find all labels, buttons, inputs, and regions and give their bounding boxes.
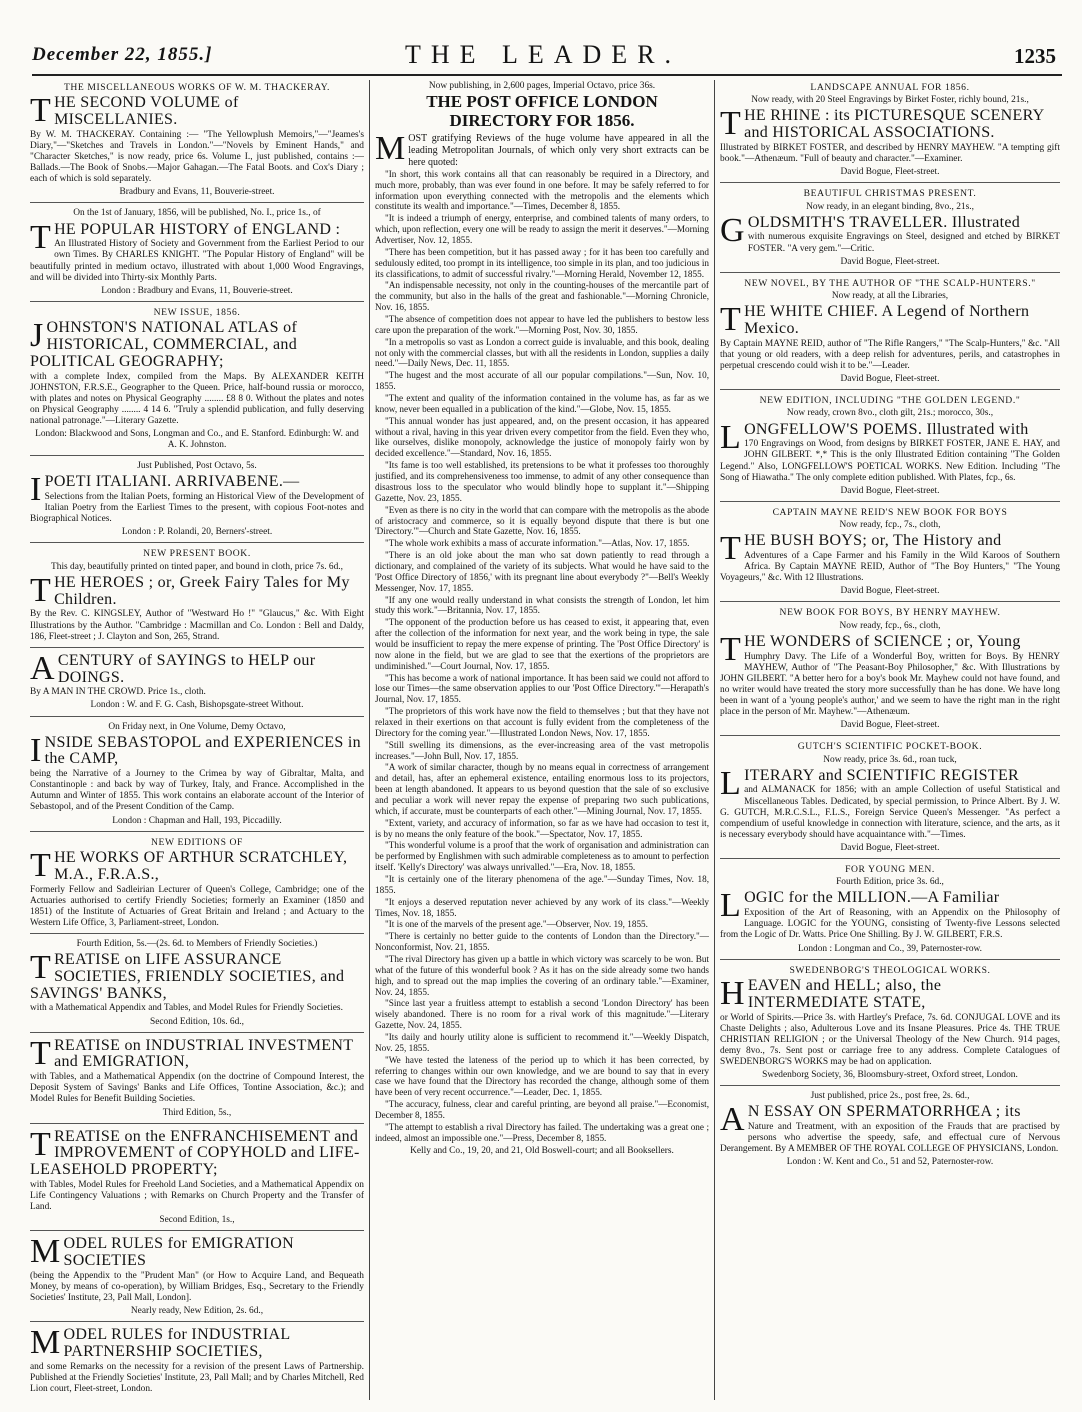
advertisement-title	[30, 317, 364, 370]
column-right	[720, 80, 1060, 1412]
review-quote: "The whole work exhibits a mass of accurate information."—Atlas, Nov. 17, 1855.	[385, 538, 690, 549]
advertisement-preamble: Fourth Edition, 5s.—(2s. 6d. to Members of Friendly Societies.)	[76, 938, 318, 949]
advertisement-publisher: David Bogue, Fleet-street.	[840, 485, 940, 496]
advertisement-title	[720, 630, 1060, 668]
title-text: ODEL RULES for EMIGRATION SOCIETIES	[63, 1235, 294, 1270]
drop-cap: I	[30, 731, 42, 769]
drop-cap: A	[30, 649, 55, 687]
advertisement	[30, 208, 364, 301]
drop-cap: M	[30, 1324, 61, 1362]
drop-cap: T	[720, 105, 742, 143]
advertisement-title	[30, 649, 364, 687]
advertisement-body: By the Rev. C. KINGSLEY, Author of "Westward Ho !" "Glaucus," &c. With Eight Illustrations by the Author. "Cambridge : Macmillan and Co. London : Bell and Daldy, 186, Fleet-street ; J. Clayton and Son, 265, Strand.	[30, 609, 364, 642]
title-text: NSIDE SEBASTOPOL and EXPERIENCES in the CAMP,	[44, 733, 361, 768]
advertisement-title	[30, 1233, 364, 1271]
title-text: OHNSTON'S NATIONAL ATLAS of HISTORICAL, COMMERCIAL, and POLITICAL GEOGRAPHY;	[30, 319, 298, 370]
advertisement-publisher: Second Edition, 1s.,	[159, 1215, 235, 1226]
advertisement-body: with Tables, Model Rules for Freehold Land Societies, and a Mathematical Appendix on Life Contingency Valuations ; with Remarks on Church Property and the Transfer of Land.	[30, 1179, 364, 1213]
drop-cap: T	[30, 92, 52, 130]
advertisement-publisher: Swedenborg Society, 36, Bloomsbury-street, Oxford street, London.	[762, 1069, 1018, 1080]
drop-cap: H	[720, 974, 745, 1012]
review-quote: "It is indeed a triumph of energy, enterprise, and combined talents of many orders, to which, upon reflection, every one will be ready to assign the merit it deserves."—Morning Advertiser, Nov. 12, 1855.	[375, 213, 709, 246]
advertisement-title	[720, 418, 1060, 456]
advertisement-preamble: On the 1st of January, 1856, will be published, No. I., price 1s., of	[73, 208, 321, 219]
advertisement	[720, 278, 1060, 390]
drop-cap: T	[720, 630, 742, 668]
advertisement	[30, 649, 364, 717]
advertisement-preamble: Now ready, fcp., 6s., cloth,	[839, 620, 941, 631]
review-quote: "The absence of competition does not appear to have led the publishers to bestow less care upon the preparation of the work."—Morning Post, Nov. 30, 1855.	[375, 314, 709, 335]
advertisement	[30, 722, 364, 832]
advertisement-title	[30, 218, 364, 256]
advertisement-body: Formerly Fellow and Sadleirian Lecturer of Queen's College, Cambridge; one of the Actuaries authorised to certify Friendly Societies; formerly an Examiner (1850 and 1851) of the Institute of Actuaries of Great Britain and Ireland ; and Actuary to the Western Life Office, 3, Parliament-street, London.	[30, 884, 364, 928]
title-text: OLDSMITH'S TRAVELLER. Illustrated	[747, 213, 1021, 231]
title-text: HE WORKS OF ARTHUR SCRATCHLEY, M.A., F.R.A.S.,	[54, 848, 348, 883]
advertisement-body: Humphry Davy. The Life of a Wonderful Boy, written for Boys. By HENRY MAYHEW, Author of "The Peasant-Boy Philosopher," &c. With Illustrations by JOHN GILBERT. "A better hero for a boy's book Mr. Mayhew could not have found, and no writer would have treated the story more successfully than he has done. We have long been in want of a 'young people's author,' and we seem to have the right man in the right place in the person of Mr. Mayhew."—Athenæum.	[720, 651, 1060, 718]
review-quote: "An indispensable necessity, not only in the counting-houses of the mercantile part of the community, but also in the halls of the great and fashionable."—Morning Chronicle, Nov. 16, 1855.	[375, 280, 709, 313]
advertisement-publisher: London : Bradbury and Evans, 11, Bouverie-street.	[101, 285, 293, 296]
title-text: EAVEN and HELL; also, the INTERMEDIATE STATE,	[747, 976, 942, 1011]
advertisement	[720, 741, 1060, 859]
advertisement-body: (being the Appendix to the "Prudent Man" (or How to Acquire Land, and Bequeath Money, by means of co-operation), by William Bridges, Esq., Secretary to the Friendly Societies' Institute, 23, Pall Mall, London].	[30, 1270, 364, 1304]
review-quote: "Since last year a fruitless attempt to establish a second 'London Directory' has been wisely abandoned. There is no room for a rival work of this magnitude."—Literary Gazette, Nov. 24, 1855.	[375, 998, 709, 1031]
review-quote: "The hugest and the most accurate of all our popular compilations."—Sun, Nov. 10, 1855.	[375, 370, 709, 392]
advertisement-publisher: London : W. and F. G. Cash, Bishopsgate-street Without.	[90, 700, 304, 711]
drop-cap: L	[720, 418, 742, 456]
review-quote: "This annual wonder has just appeared, and, on the present occasion, it has appeared without a rival, having in this year driven every competitor from the field. Even they who, like ourselves, dislike monopoly, acknowledge the justice of monopoly fairly won by decided excellence."—Standard, Nov. 16, 1855.	[375, 415, 709, 459]
advertisement-body: with a Mathematical Appendix and Tables, and Model Rules for Friendly Societies.	[30, 1003, 343, 1014]
advertisement-header: BEAUTIFUL CHRISTMAS PRESENT.	[803, 188, 977, 200]
advertisement-title	[720, 301, 1060, 339]
advertisement	[720, 82, 1060, 183]
review-quote: "Its daily and hourly utility alone is sufficient to recommend it."—Weekly Dispatch, Nov. 25, 1855.	[375, 1032, 709, 1053]
advertisement-publisher: Bradbury and Evans, 11, Bouverie-street.	[119, 187, 275, 198]
advertisement-publisher: David Bogue, Fleet-street.	[840, 256, 940, 267]
review-quote: "Its fame is too well established, its pretensions to be what it professes too thoroughly justified, and its comprehensiveness too immense, to admit of any other consequence than disastrous loss to the speculator who would blindly hope to supplant it."—Shipping Gazette, Nov. 23, 1855.	[375, 460, 709, 503]
title-text: HE HEROES ; or, Greek Fairy Tales for My Children.	[54, 573, 350, 608]
review-quote: "The rival Directory has given up a battle in which victory was scarcely to be won. But what of the future of this wonderful book ? As it has on the side already some two hands high, and to spread out the map implies the covering of an ordinary table."—Examiner, Nov. 24, 1855.	[375, 954, 709, 997]
review-quote: "It is one of the marvels of the present age."—Observer, Nov. 19, 1855.	[385, 919, 648, 930]
title-text: ONGFELLOW'S POEMS. Illustrated with	[744, 420, 1029, 438]
advertisement-header: SWEDENBORG'S THEOLOGICAL WORKS.	[789, 964, 991, 976]
review-quote: "The opponent of the production before us has ceased to exist, it appearing that, even after the collection of the information for next year, and the work being in type, the sale would be insufficient to repay the mere expense of printing. The 'Post Office Directory' is now alone in the field, but we are glad to see that the exertions of the proprietors are undiminished."—Court Journal, Nov. 17, 1855.	[375, 617, 709, 671]
review-quotes	[375, 169, 709, 1144]
advertisement-body: By A MAN IN THE CROWD. Price 1s., cloth.	[30, 687, 206, 698]
advertisement-body: Selections from the Italian Poets, forming an Historical View of the Development of Italian Poetry from the Earliest Times to the present, with copious Foot-notes and Biographical Notices.	[30, 492, 364, 525]
advertisement-title	[720, 105, 1060, 143]
advertisement-body: 170 Engravings on Wood, from designs by BIRKET FOSTER, JANE E. HAY, and JOHN GILBERT. *,* This is the only Illustrated Edition containing "The Golden Legend." Also, LONGFELLOW'S POETICAL WORKS. New Edition. Including "The Song of Hiawatha." The only complete edition published. With Plates, fcp., 6s.	[720, 439, 1060, 483]
advertisement-header: NEW EDITION, INCLUDING "THE GOLDEN LEGEND."	[759, 395, 1021, 407]
title-text: HE SECOND VOLUME of MISCELLANIES.	[54, 94, 239, 129]
masthead-rule	[32, 74, 1062, 76]
advertisement-title	[30, 1324, 364, 1362]
drop-cap: A	[720, 1101, 745, 1139]
advertisement-title	[30, 949, 364, 1002]
title-text: HE BUSH BOYS; or, The History and	[744, 532, 1002, 550]
drop-cap: I	[30, 471, 42, 509]
advertisement-preamble: On Friday next, in One Volume, Demy Octavo,	[108, 721, 286, 732]
drop-cap: M	[30, 1233, 61, 1271]
drop-cap: M	[375, 130, 406, 168]
review-quote: "The proprietors of this work have now the field to themselves ; but that they have not relaxed in their exertions on that account is fully evident from the completeness of the Directory for the coming year."—Illustrated London News, Nov. 17, 1855.	[375, 706, 709, 738]
advertisement-header: LANDSCAPE ANNUAL FOR 1856.	[810, 82, 970, 93]
title-text: ITERARY and SCIENTIFIC REGISTER	[744, 766, 1020, 784]
drop-cap: T	[30, 846, 52, 884]
issue-date: December 22, 1855.]	[32, 44, 213, 65]
column-divider	[369, 80, 370, 1400]
advertisement	[720, 1091, 1060, 1172]
advertisement-header: FOR YOUNG MEN.	[845, 864, 935, 876]
drop-cap: L	[720, 887, 742, 925]
review-quote: "A work of similar character, though by no means equal in correctness of arrangement and detail, has, after an ephemeral existence, entailing enormous loss to its projectors, been at length abandoned. It appears to us beyond question that the sale of so exclusive and peculiar a work will never repay the expense of preparing two such publications, which, if accurate, must be counterparts of each other."—Mining Journal, Nov. 17, 1855.	[375, 762, 709, 816]
drop-cap: T	[720, 301, 742, 339]
advertisement-publisher: London : Chapman and Hall, 193, Piccadilly.	[112, 815, 282, 826]
advertisement-preamble: Now ready, fcp., 7s., cloth,	[839, 520, 941, 531]
advertisement	[720, 188, 1060, 272]
advertisement-publisher: London: Blackwood and Sons, Longman and Co., and E. Stanford. Edinburgh: W. and A. K. Johnston.	[35, 429, 359, 451]
advertisement-header: GUTCH'S SCIENTIFIC POCKET-BOOK.	[797, 741, 983, 753]
advertisement-title: THE POST OFFICE LONDON DIRECTORY FOR 1856.	[426, 92, 658, 130]
review-quote: "This wonderful volume is a proof that the work of organisation and administration can be performed by Englishmen with such admirable completeness as to amount to perfection itself. 'Kelly's Directory' was always unrivalled."—Era, Nov. 18, 1855.	[375, 840, 709, 873]
advertisement-title	[30, 571, 364, 609]
review-quote: "There is an old joke about the man who sat down patiently to read through a dictionary, and complained of the variety of its subjects. What would he have said to the 'Post Office Directory of 1856,' with its pregnant line about everybody ?"—Bell's Weekly Messenger, Nov. 17, 1855.	[375, 550, 709, 593]
column-divider	[714, 80, 715, 1400]
advertisement-header: THE MISCELLANEOUS WORKS OF W. M. THACKERAY.	[63, 82, 331, 93]
lead-text: OST gratifying Reviews of the huge volume have appeared in all the leading Metropolitan Journals, of which only very short extracts can be here quoted:	[408, 133, 709, 169]
advertisement	[30, 1324, 364, 1399]
title-text: N ESSAY ON SPERMATORRHŒA ; its	[747, 1103, 1021, 1121]
advertisement-preamble: Now ready, price 3s. 6d., roan tuck,	[823, 754, 957, 765]
title-text: POETI ITALIANI. ARRIVABENE.—	[44, 473, 300, 491]
review-quote: "It enjoys a deserved reputation never achieved by any work of its class."—Weekly Times, Nov. 18, 1855.	[375, 896, 709, 918]
advertisement	[30, 1125, 364, 1232]
advertisement-title	[30, 731, 364, 769]
review-quote: "This has become a work of national importance. It has been said we could not afford to lose our Times—the same observation applies to our 'Post Office Directory.'"—Herapath's Journal, Nov. 17, 1855.	[375, 672, 709, 705]
review-quote: "We have tested the lateness of the period up to which it has been corrected, by referring to changes within our own knowledge, and we are bound to say that in every case we have found that the Directory has recorded the change, although some of them have been of very recent occurrence."—Leader, Dec. 1, 1855.	[375, 1054, 709, 1098]
title-text: HE RHINE : its PICTURESQUE SCENERY and HISTORICAL ASSOCIATIONS.	[744, 107, 1044, 142]
advertisement-body: Exposition of the Art of Reasoning, with an Appendix on the Philosophy of Language. LOGIC for the YOUNG, consisting of Twenty-five Lessons selected from the Logic of Dr. Watts. Price One Shilling. By J. W. GILBERT, F.R.S.	[720, 908, 1060, 941]
advertisement-publisher: David Bogue, Fleet-street.	[840, 842, 940, 853]
advertisement-body: Nature and Treatment, with an exposition of the Frauds that are practised by persons who advertise the speedy, safe, and effectual cure of Nervous Derangement. By A MEMBER OF THE ROYAL COLLEGE OF PHYSICIANS, London.	[720, 1121, 1060, 1155]
advertisement-publisher: David Bogue, Fleet-street.	[840, 167, 940, 178]
advertisement	[30, 82, 364, 203]
advertisement-publisher: Third Edition, 5s.,	[162, 1107, 232, 1118]
advertisement-preamble: Now publishing, in 2,600 pages, Imperial Octavo, price 36s.	[428, 81, 656, 91]
advertisement-preamble: Now ready, at all the Libraries,	[831, 291, 949, 302]
title-text: HE WONDERS of SCIENCE ; or, Young	[744, 632, 1021, 650]
advertisement-header: CAPTAIN MAYNE REID'S NEW BOOK FOR BOYS	[772, 506, 1008, 518]
advertisement-body: By Captain MAYNE REID, author of "The Rifle Rangers," "The Scalp-Hunters," &c. "All that young or old readers, with a deep relish for adventures, perils, and catastrophes in perpetual crescendo could wish it to be."—Leader.	[720, 338, 1060, 371]
advertisement-body: being the Narrative of a Journey to the Crimea by way of Gibraltar, Malta, and Constantinople : and back by way of Turkey, Italy, and France. Accomplished in the Autumn and Winter of 1855. This work contains an elaborate account of the Interior of Sebastopol, and of the Present Condition of the Camp.	[30, 769, 364, 813]
title-text: CENTURY of SAYINGS to HELP our DOINGS.	[57, 651, 316, 686]
advertisement-title	[720, 764, 1060, 802]
advertisement	[30, 1034, 364, 1124]
advertisement-publisher: Second Edition, 10s. 6d.,	[149, 1016, 244, 1027]
advertisement-body: with a complete Index, compiled from the Maps. By ALEXANDER KEITH JOHNSTON, F.R.S.E., Geographer to the Queen. Price, half-bound russia or morocco, with plates and notes on Physical Geography ........ £8 8 0. Without the plates and notes on Physical Geography ........ 4 14 6. "Truly a splendid publication, and fully deserving national patronage."—Literary Gazette.	[30, 371, 364, 426]
advertisement-publisher: David Bogue, Fleet-street.	[840, 720, 940, 731]
column-center	[375, 80, 709, 1412]
review-quote: "In a metropolis so vast as London a correct guide is invaluable, and this book, dealing not only with the commercial classes, but with all the residents in London, supplies a daily need."—Daily News, Dec. 11, 1855.	[375, 336, 709, 369]
advertisement	[720, 864, 1060, 960]
title-text: HE POPULAR HISTORY of ENGLAND :	[54, 220, 341, 238]
advertisement-publisher: Nearly ready, New Edition, 2s. 6d.,	[130, 1306, 264, 1317]
advertisement-preamble: Now ready, with 20 Steel Engravings by Birket Foster, richly bound, 21s.,	[751, 95, 1029, 106]
title-text: OGIC for the MILLION.—A Familiar	[744, 889, 1000, 907]
review-quote: "The extent and quality of the information contained in the volume has, as far as we know, never been equalled in a publication of the kind."—Globe, Nov. 15, 1855.	[375, 393, 709, 414]
advertisement-preamble: Fourth Edition, price 3s. 6d.,	[836, 877, 944, 888]
review-quote: "Still swelling its dimensions, as the ever-increasing area of the vast metropolis increases."—John Bull, Nov. 17, 1855.	[375, 739, 709, 761]
title-text: REATISE on LIFE ASSURANCE SOCIETIES, FRIENDLY SOCIETIES, and SAVINGS' BANKS,	[30, 951, 345, 1002]
review-quote: "There is certainly no better guide to the contents of London than the Directory."—Nonconformist, Nov. 21, 1855.	[375, 931, 709, 953]
advertisement	[30, 307, 364, 456]
advertisement	[720, 607, 1060, 736]
advertisement-preamble: Now ready, in an elegant binding, 8vo., 21s.,	[806, 201, 974, 212]
advertisement	[30, 939, 364, 1033]
advertisement-body: Illustrated by BIRKET FOSTER, and described by HENRY MAYHEW. "A tempting gift book."—Athenæum. "Full of beauty and character."—Examiner.	[720, 143, 1060, 165]
review-quote: "Extent, variety, and accuracy of information, so far as we have had occasion to test it, is by no means the only feature of the book."—Spectator, Nov. 17, 1855.	[375, 817, 709, 839]
drop-cap: T	[30, 571, 52, 609]
drop-cap: T	[30, 1125, 52, 1163]
review-quote: "It is certainly one of the literary phenomena of the age."—Sunday Times, Nov. 18, 1855.	[375, 874, 709, 895]
advertisement-title	[30, 846, 364, 884]
drop-cap: G	[720, 211, 745, 249]
drop-cap: T	[30, 1034, 52, 1072]
advertisement-publisher: David Bogue, Fleet-street.	[840, 374, 940, 385]
advertisement-header: NEW EDITIONS OF	[151, 836, 243, 848]
review-quote: "In short, this work contains all that can reasonably be required in a Directory, and much more, probably, than was ever found in one before. It may be safely referred to for information upon everything connected with the metropolis and the elements which constitute its wealth and importance."—Times, December 8, 1855.	[375, 168, 709, 212]
advertisement-preamble: Now ready, crown 8vo., cloth gilt, 21s.; morocco, 30s.,	[786, 408, 994, 419]
advertisement-body: with numerous exquisite Engravings on Steel, designed and etched by BIRKET FOSTER. "A very gem."—Critic.	[747, 232, 1060, 254]
advertisement-header: NEW PRESENT BOOK.	[143, 548, 251, 560]
review-quote: "If any one would really understand in what consists the strength of London, let him study this work."—Britannia, Nov. 17, 1855.	[375, 594, 709, 616]
review-quote: "Even as there is no city in the world that can compare with the metropolis as the abode of aristocracy and commerce, so it is equally beyond dispute that there is but one 'Directory.'"—Church and State Gazette, Nov. 16, 1855.	[375, 504, 709, 537]
advertisement	[30, 1233, 364, 1322]
drop-cap: J	[30, 317, 44, 355]
advertisement	[720, 395, 1060, 502]
advertisement-title	[30, 92, 364, 130]
title-text: REATISE on the ENFRANCHISEMENT and IMPROVEMENT of COPYHOLD and LIFE-LEASEHOLD PROPERTY;	[30, 1127, 360, 1179]
advertisement-body: An Illustrated History of Society and Government from the Earliest Period to our own Times. By CHARLES KNIGHT. "The Popular History of England" will be beautifully printed in medium octavo, illustrated with about 1,000 Wood Engravings, and will be divided into Thirty-six Monthly Parts.	[30, 239, 364, 283]
advertisement-preamble: Just published, price 2s., post free, 2s. 6d.,	[810, 1091, 970, 1102]
advertisement-title	[30, 1125, 364, 1179]
advertisement-preamble: This day, beautifully printed on tinted paper, and bound in cloth, price 7s. 6d.,	[51, 561, 343, 572]
advertisement-title	[30, 1034, 364, 1072]
advertisement-lead	[375, 130, 709, 169]
masthead	[18, 0, 1068, 74]
review-quote: "The accuracy, fulness, clear and careful printing, are beyond all praise."—Economist, December 8, 1855.	[375, 1099, 709, 1121]
title-text: ODEL RULES for INDUSTRIAL PARTNERSHIP SOCIETIES,	[63, 1326, 290, 1361]
drop-cap: T	[30, 949, 52, 987]
advertisement-body: and some Remarks on the necessity for a revision of the present Laws of Partnership. Published at the Friendly Societies' Institute, 23, Pall Mall; and by Charles Mitchell, Red Lion court, Fleet-street, London.	[30, 1361, 364, 1395]
advertisement-header: NEW BOOK FOR BOYS, BY HENRY MAYHEW.	[779, 607, 1001, 619]
advertisement-publisher: London : P. Rolandi, 20, Berners'-street.	[121, 527, 273, 538]
advertisement-title	[720, 974, 1060, 1012]
advertisement-publisher: David Bogue, Fleet-street.	[840, 586, 940, 597]
advertisement	[720, 965, 1060, 1086]
advertisement-body: or World of Spirits.—Price 3s. with Hartley's Preface, 7s. 6d. CONJUGAL LOVE and its Chaste Delights ; also, Adulterous Love and its Insane Pleasures. Price 4s. THE TRUE CHRISTIAN RELIGION ; or the Universal Theology of the New Church. 914 pages, demy 8vo., 7s. Sent post or carriage free to any address. Complete Catalogues of SWEDENBORG'S WORKS may be had on application.	[720, 1012, 1060, 1067]
title-text: HE WHITE CHIEF. A Legend of Northern Mexico.	[744, 303, 1030, 337]
advertisement	[720, 507, 1060, 603]
page-number: 1235	[1014, 44, 1056, 68]
advertisement-publisher: London : W. Kent and Co., 51 and 52, Paternoster-row.	[786, 1157, 994, 1168]
advertisement-preamble: Just Published, Post Octavo, 5s.	[137, 461, 257, 472]
advertisement-body: By W. M. THACKERAY. Containing :— "The Yellowplush Memoirs,"—"Jeames's Diary,"—"Sketches and Travels in London."—"Novels by Eminent Hands," and "Character Sketches," is now ready, price 6s. Volume I., just published, contains :— Ballads.—The Book of Snobs.—Major Gahagan.—The Fatal Boots. and Cox's Diary ; each of which is sold separately.	[30, 129, 364, 185]
advertisement-body: with Tables, and a Mathematical Appendix (on the doctrine of Compound Interest, the Deposit System of Savings' Banks and Life Offices, Tontine Association, &c.); and Model Rules for Benefit Building Societies.	[30, 1072, 364, 1105]
drop-cap: T	[720, 530, 742, 568]
advertisement-publisher: Kelly and Co., 19, 20, and 21, Old Boswell-court; and all Booksellers.	[410, 1145, 674, 1156]
review-quote: "The attempt to establish a rival Directory has failed. The undertaking was a great one ; indeed, almost an impossible one."—Press, December 8, 1855.	[375, 1121, 709, 1143]
advertisement	[30, 548, 364, 647]
drop-cap: L	[720, 764, 742, 802]
advertisement-body: Adventures of a Cape Farmer and his Family in the Wild Karoos of Southern Africa. By Captain MAYNE REID, Author of "The Boy Hunters," "The Young Voyageurs," &c. With 12 Illustrations.	[720, 551, 1060, 584]
advertisement-header: NEW NOVEL, BY THE AUTHOR OF "THE SCALP-HUNTERS."	[744, 277, 1036, 289]
advertisement-header: NEW ISSUE, 1856.	[153, 306, 241, 318]
newspaper-title: THE LEADER.	[404, 40, 682, 69]
drop-cap: T	[30, 218, 52, 256]
column-left	[30, 80, 364, 1412]
advertisement-publisher: London : Longman and Co., 39, Paternoster-row.	[797, 943, 983, 954]
advertisement-body: and ALMANACK for 1856; with an ample Collection of useful Statistical and Miscellaneous Tables. Dedicated, by special permission, to Prince Albert. By J. W. G. GUTCH, M.R.C.S.L., F.L.S., Foreign Service Queen's Messenger. "As perfect a compendium of useful knowledge in connection with literature, science, and the arts, as it is necessary everybody should have acquaintance with."—Times.	[720, 785, 1060, 840]
advertisement	[30, 837, 364, 934]
advertisement	[30, 461, 364, 543]
review-quote: "There has been competition, but it has passed away ; for it has been too carefully and sedulously edited, too prompt in its intelligence, too simple in its plan, and too judicious in its classifications, to admit of successful rivalry."—Morning Herald, November 12, 1855.	[375, 246, 709, 279]
title-text: REATISE on INDUSTRIAL INVESTMENT and EMIGRATION,	[54, 1036, 353, 1071]
